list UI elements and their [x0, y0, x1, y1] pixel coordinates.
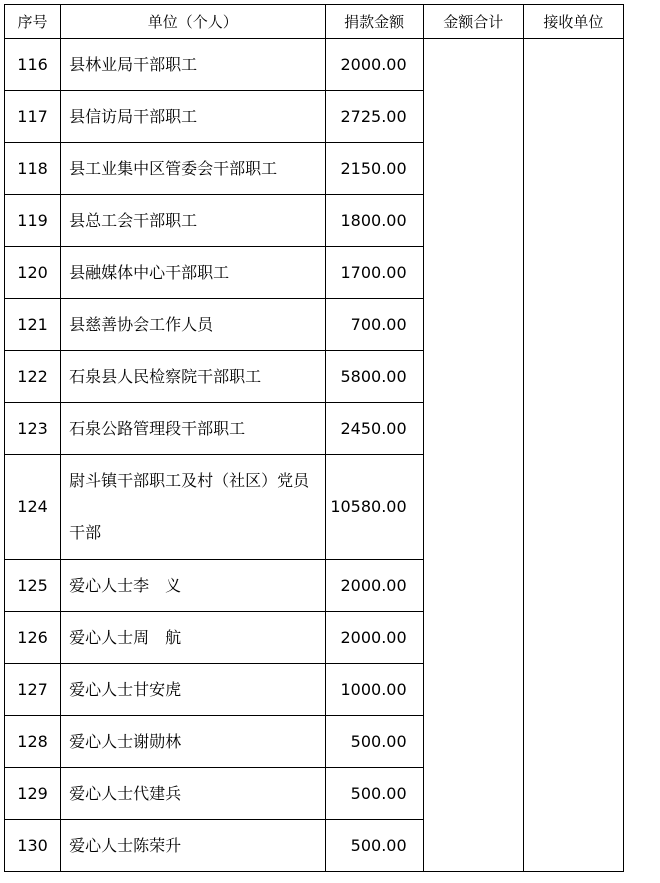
row-unit: 爱心人士谢勋林: [61, 716, 325, 768]
row-amount: 1700.00: [325, 247, 423, 299]
row-unit: 爱心人士代建兵: [61, 768, 325, 820]
row-no: 121: [5, 299, 61, 351]
row-no: 120: [5, 247, 61, 299]
row-no: 116: [5, 39, 61, 91]
row-unit: 石泉公路管理段干部职工: [61, 403, 325, 455]
row-amount: 1800.00: [325, 195, 423, 247]
row-amount: 700.00: [325, 299, 423, 351]
row-no: 123: [5, 403, 61, 455]
row-unit: 县信访局干部职工: [61, 91, 325, 143]
header-unit: 单位（个人）: [61, 5, 325, 39]
row-no: 122: [5, 351, 61, 403]
donation-table: [4, 4, 624, 872]
row-unit: 爱心人士周 航: [61, 612, 325, 664]
row-amount: 500.00: [325, 716, 423, 768]
row-unit: 县林业局干部职工: [61, 39, 325, 91]
row-unit: 石泉县人民检察院干部职工: [61, 351, 325, 403]
row-amount: 2725.00: [325, 91, 423, 143]
row-no: 129: [5, 768, 61, 820]
total-cell: [423, 39, 523, 872]
row-unit: 县总工会干部职工: [61, 195, 325, 247]
row-amount: 2000.00: [325, 39, 423, 91]
row-no: 118: [5, 143, 61, 195]
row-no: 119: [5, 195, 61, 247]
row-amount: 2000.00: [325, 612, 423, 664]
row-unit: 县融媒体中心干部职工: [61, 247, 325, 299]
row-unit: 县工业集中区管委会干部职工: [61, 143, 325, 195]
row-no: 130: [5, 820, 61, 872]
header-row: [5, 5, 624, 39]
header-receiver: 接收单位: [523, 5, 623, 39]
table-row: [5, 39, 624, 91]
row-amount: 2000.00: [325, 560, 423, 612]
row-no: 126: [5, 612, 61, 664]
header-amount: 捐款金额: [325, 5, 423, 39]
row-unit: 爱心人士甘安虎: [61, 664, 325, 716]
row-amount: 500.00: [325, 768, 423, 820]
row-no: 128: [5, 716, 61, 768]
row-no: 124: [5, 455, 61, 560]
row-no: 117: [5, 91, 61, 143]
row-amount: 2150.00: [325, 143, 423, 195]
row-amount: 2450.00: [325, 403, 423, 455]
row-no: 127: [5, 664, 61, 716]
row-no: 125: [5, 560, 61, 612]
row-amount: 500.00: [325, 820, 423, 872]
row-amount: 1000.00: [325, 664, 423, 716]
row-unit: 爱心人士陈荣升: [61, 820, 325, 872]
receiver-cell: [523, 39, 623, 872]
header-total: 金额合计: [423, 5, 523, 39]
row-amount: 10580.00: [325, 455, 423, 560]
row-unit: 尉斗镇干部职工及村（社区）党员干部: [61, 455, 325, 560]
header-no: 序号: [5, 5, 61, 39]
row-unit: 爱心人士李 义: [61, 560, 325, 612]
row-amount: 5800.00: [325, 351, 423, 403]
row-unit: 县慈善协会工作人员: [61, 299, 325, 351]
